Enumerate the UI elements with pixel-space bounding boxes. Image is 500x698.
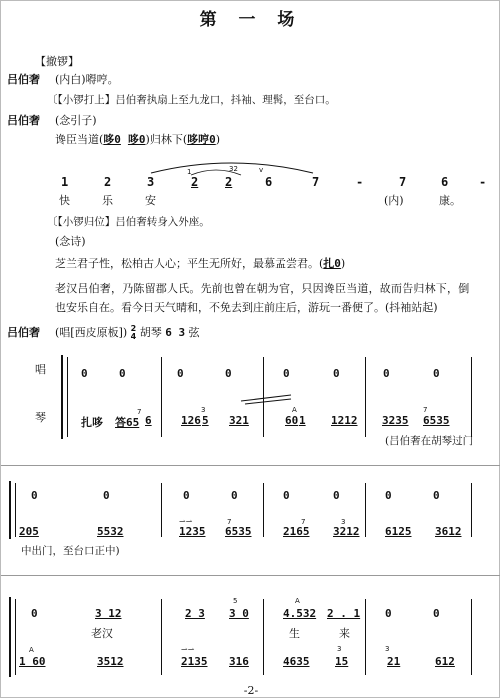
qin-note: 316 — [229, 655, 249, 668]
percussion-ta: 扎0 — [323, 257, 341, 270]
vocal-rest: 0 — [31, 489, 38, 502]
vocal-rest: 0 — [333, 489, 340, 502]
qin-note: 3235 — [382, 414, 409, 427]
melody-note: - — [479, 175, 487, 189]
vocal-note: 3 12 — [95, 607, 122, 620]
vocal-rest: 0 — [103, 489, 110, 502]
melody-lyric: 安 — [145, 194, 156, 207]
qin-note: 3512 — [97, 655, 124, 668]
stage-direction-1: 〔【小锣打上】吕伯奢执扇上至九龙口，抖袖、理髯，至台口。 — [47, 94, 336, 106]
breath-mark: v — [259, 166, 264, 174]
qin-note: 3612 — [435, 525, 462, 538]
grace-note: 7 — [301, 518, 306, 526]
banqiang-label: (唱[西皮原板]) — [55, 326, 128, 339]
vocal-note: 2 3 — [185, 607, 205, 620]
prose-line-1: 老汉吕伯奢，乃陈留郡人氏。先前也曾在朝为官，只因谗臣当道，故而告归林下，倒 — [55, 282, 470, 295]
vocal-rest: 0 — [333, 367, 340, 380]
stage-note: 中出门，至台口正中) — [21, 545, 120, 557]
part-label-vocal: 唱 — [35, 363, 46, 376]
qin-note: 5 — [202, 414, 209, 427]
slide-marks — [237, 393, 297, 407]
melody-note: 7 — [312, 175, 320, 189]
melody-lyric: 快 — [59, 194, 70, 207]
melody-note: - — [356, 175, 364, 189]
melody-lyric: 乐 — [102, 194, 113, 207]
sing-line — [55, 324, 200, 341]
qin-note: 321 — [229, 414, 249, 427]
qin-note: 60 — [285, 414, 299, 427]
melody-note: 2 — [104, 175, 112, 189]
melody-note: 6 — [265, 175, 273, 189]
percussion-ta: 哆0 — [103, 133, 121, 146]
slide-arrows: ⇀⇀ — [179, 517, 193, 526]
melody-lyric: 康。 — [439, 194, 461, 207]
yinzi-text: 谗臣当道( — [55, 133, 104, 146]
qin-note: 612 — [435, 655, 455, 668]
melody-note: 1 — [61, 175, 69, 189]
stage-note: (吕伯奢在胡琴过门 — [385, 435, 474, 447]
vocal-rest: 0 — [433, 607, 440, 620]
vocal-rest: 0 — [177, 367, 184, 380]
grace-note: 32 — [229, 165, 238, 173]
qin-note: 1 — [299, 414, 306, 427]
qin-note: 6125 — [385, 525, 412, 538]
time-signature: 2 4 — [130, 324, 137, 341]
grace-note: 3 — [385, 645, 390, 653]
qin-note: 1235 — [179, 525, 206, 538]
ornament-mark: A — [295, 597, 300, 605]
qin-note: 3212 — [333, 525, 360, 538]
vocal-rest: 0 — [119, 367, 126, 380]
qin-note: 6535 — [423, 414, 450, 427]
sung-lyric: 老汉 — [91, 627, 113, 640]
vocal-rest: 0 — [283, 489, 290, 502]
qin-note: 205 — [19, 525, 39, 538]
line-neibai: (内白)嘚哼。 — [55, 73, 119, 86]
melody-note: 6 — [441, 175, 449, 189]
qin-note: 答65 — [115, 416, 140, 429]
vocal-note: 3 0 — [229, 607, 249, 620]
vocal-rest: 0 — [225, 367, 232, 380]
qin-note: 15 — [335, 655, 349, 668]
qin-note: 21 — [387, 655, 401, 668]
qin-note: 126 — [181, 414, 201, 427]
vocal-rest: 0 — [385, 607, 392, 620]
grace-note: 7 — [227, 518, 232, 526]
qin-note: 扎哆 — [81, 416, 103, 429]
stage-direction-2: 〔【小锣归位】吕伯奢转身入外座。 — [47, 216, 210, 228]
vocal-note: 4.532 — [283, 607, 317, 620]
qin-note: 1212 — [331, 414, 358, 427]
qin-note: 6 — [145, 414, 152, 427]
vocal-rest: 0 — [383, 367, 390, 380]
melody-note: 2 — [191, 175, 199, 189]
yinzi-line: 谗臣当道(哆0 哆0)归林下(哆哼0) — [55, 133, 221, 146]
sung-lyric: 生 — [289, 627, 300, 640]
qin-note: 2135 — [181, 655, 208, 668]
percussion-ta: 哆哼0 — [187, 133, 216, 146]
grace-note: 5 — [233, 597, 238, 605]
vocal-rest: 0 — [433, 489, 440, 502]
cue-cheluo: 【撤锣】 — [35, 55, 79, 68]
ornament-mark: A — [29, 646, 34, 654]
speaker-label: 吕伯奢 — [7, 114, 40, 127]
percussion-ta: 哆0 — [127, 133, 146, 146]
grace-note: 3 — [341, 518, 346, 526]
vocal-rest: 0 — [433, 367, 440, 380]
qin-note: 2165 — [283, 525, 310, 538]
qin-note: 6535 — [225, 525, 252, 538]
melody-slurs — [1, 151, 500, 181]
grace-note: 7 — [137, 408, 142, 416]
part-label-qin: 琴 — [35, 411, 46, 424]
yinzi-mid: )归林下( — [145, 133, 188, 146]
line-nianyinzi: (念引子) — [55, 114, 97, 127]
grace-note: 1 — [187, 168, 192, 176]
grace-note: 3 — [201, 406, 206, 414]
sung-lyric: 来 — [339, 627, 350, 640]
vocal-rest: 0 — [31, 607, 38, 620]
qin-note: 4635 — [283, 655, 310, 668]
speaker-label: 吕伯奢 — [7, 73, 40, 86]
qin-note: 5532 — [97, 525, 124, 538]
melody-note: 7 — [399, 175, 407, 189]
speaker-label: 吕伯奢 — [7, 326, 40, 339]
scene-title: 第 一 场 — [199, 10, 303, 30]
melody-note: 2 — [225, 175, 233, 189]
ornament-mark: A — [292, 406, 297, 414]
vocal-rest: 0 — [283, 367, 290, 380]
slide-arrows: ⇀⇀ — [181, 645, 195, 654]
grace-note: 7 — [423, 406, 428, 414]
line-nianshi: (念诗) — [55, 235, 86, 248]
poem-line: 芝兰君子性，松柏古人心；平生无所好，最慕孟尝君。(扎0) — [55, 257, 346, 270]
melody-note: 3 — [147, 175, 155, 189]
tuning-notes: 6 3 — [165, 326, 186, 339]
huqin-label: 胡琴 — [139, 326, 162, 339]
melody-lyric: (内) — [384, 194, 404, 207]
prose-line-2: 也安乐自在。看今日天气晴和，不免去到庄前庄后，游玩一番便了。(抖袖站起) — [55, 301, 438, 314]
xian-label: 弦 — [188, 326, 200, 339]
vocal-note: 2 . 1 — [327, 607, 361, 620]
page-number: -2- — [243, 684, 259, 697]
vocal-rest: 0 — [81, 367, 88, 380]
vocal-rest: 0 — [183, 489, 190, 502]
vocal-rest: 0 — [385, 489, 392, 502]
vocal-rest: 0 — [231, 489, 238, 502]
qin-note: 1 60 — [19, 655, 46, 668]
grace-note: 3 — [337, 645, 342, 653]
